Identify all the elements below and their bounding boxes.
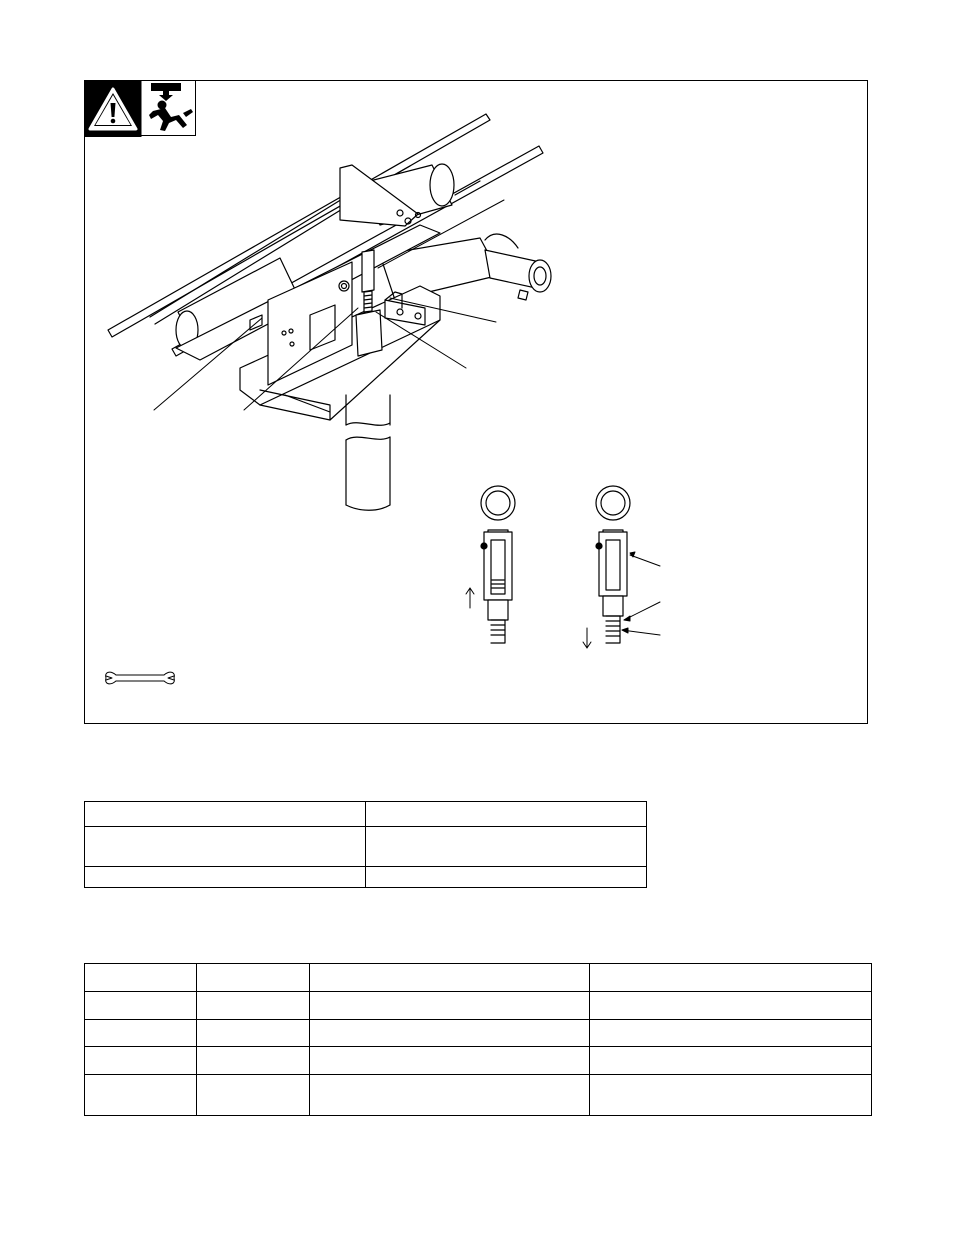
table-cell (590, 1047, 872, 1075)
table-cell (85, 867, 366, 888)
table-row (85, 1020, 872, 1047)
table-cell (197, 1075, 310, 1116)
table-row (85, 867, 647, 888)
table-cell (310, 992, 590, 1020)
table-row (85, 992, 872, 1020)
table-cell (590, 1075, 872, 1116)
table-cell (590, 992, 872, 1020)
table-cell (85, 964, 197, 992)
table-cell (310, 964, 590, 992)
parts-table (84, 963, 872, 1116)
table-cell (310, 1075, 590, 1116)
table-cell (197, 1047, 310, 1075)
table-cell (85, 802, 366, 827)
table-row (85, 1075, 872, 1116)
table-row (85, 1047, 872, 1075)
detail-leader-lines (622, 552, 660, 635)
table-cell (590, 1020, 872, 1047)
table-cell (310, 1047, 590, 1075)
arrow-down-icon (583, 628, 591, 648)
table-cell (590, 964, 872, 992)
table-cell (197, 992, 310, 1020)
table-cell (85, 827, 366, 867)
table-cell (85, 1075, 197, 1116)
table-row (85, 964, 872, 992)
spec-table (84, 801, 647, 888)
support-post (346, 395, 390, 510)
table-cell (197, 964, 310, 992)
eyebolt-detail-left (481, 486, 515, 643)
table-cell (85, 992, 197, 1020)
table-row (85, 802, 647, 827)
table-cell (310, 1020, 590, 1047)
arrow-up-icon (466, 588, 474, 608)
table-cell (366, 867, 647, 888)
table-cell (85, 1020, 197, 1047)
table-cell (366, 827, 647, 867)
table-row (85, 827, 647, 867)
table-cell (85, 1047, 197, 1075)
table-cell (197, 1020, 310, 1047)
table-cell (366, 802, 647, 827)
open-end-wrench-icon (106, 672, 175, 684)
